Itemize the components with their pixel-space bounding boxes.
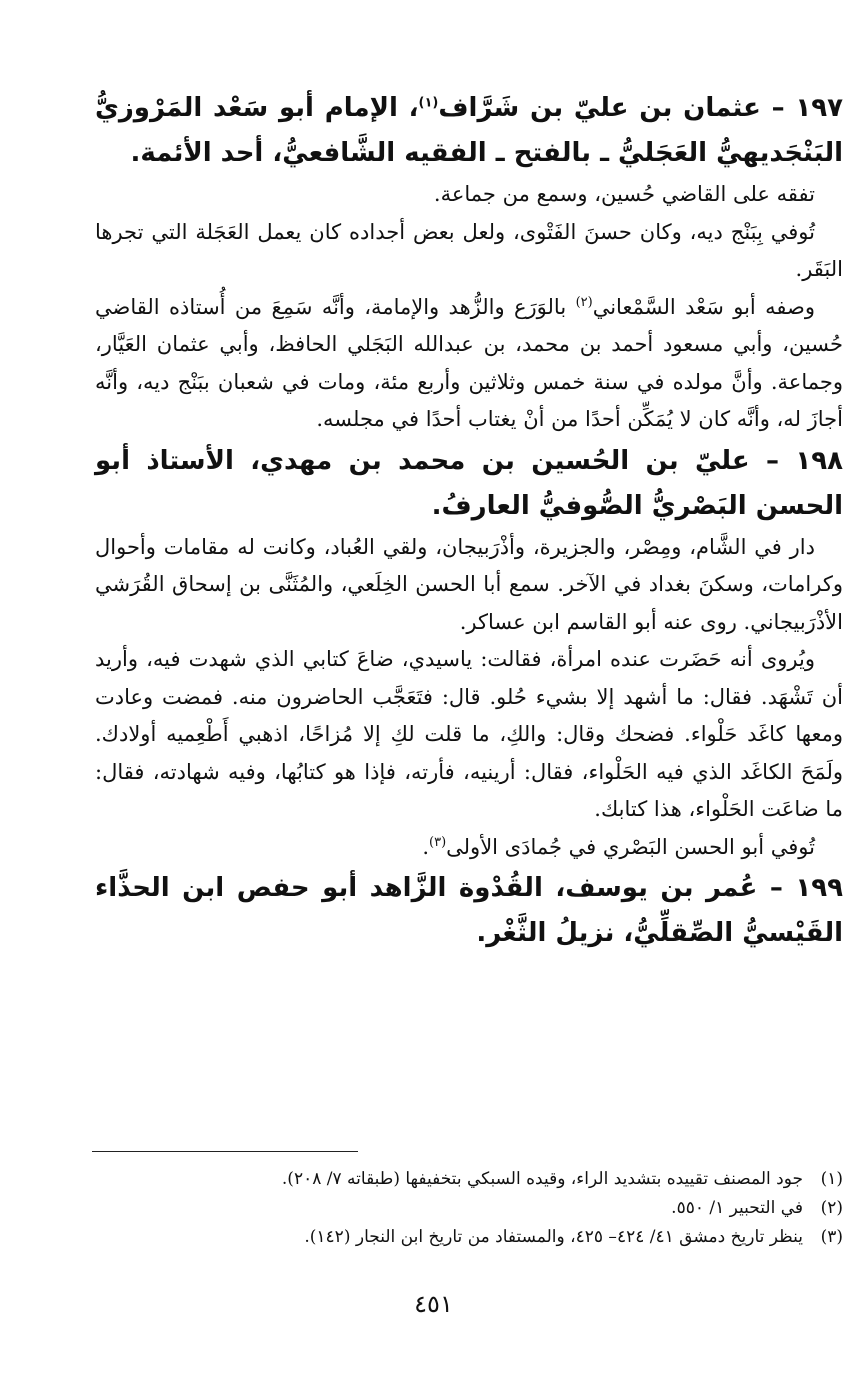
entry-198-paragraph-3-start: تُوفي أبو الحسن البَصْري في جُمادَى الأولى [446,834,815,859]
footnote-1-number: (١) [820,1169,843,1189]
entry-197-heading [95,86,843,176]
entry-197-paragraph-3 [95,289,843,439]
entry-198-number: ١٩٨ – [749,445,844,476]
entry-198-paragraph-2: ويُروى أنه حَضَرت عنده امرأة، فقالت: ياسيدي، ضاعَ كتابي الذي شهدت فيه، وأريد أن تَشْهَد. فقال: ما أشهد إلا بشيء حُلو. قال: فتَعَجَّب الحاضرون منه. فمضت وعادت ومعها كاغَد حَلْواء. فضحك وقال: والكِ، ما قلت لكِ إلا مُزاحًا، اذهبي أَطْعِميه أولادك. ولَمَحَ الكاغَد الذي فيه الحَلْواء، فقال: أرينيه، فأرته، فإذا هو كتابُها، وفيه شهادته، فقال: ما ضاعَت الحَلْواء، هذا كتابك. [95,647,843,821]
footnote-2-number: (٢) [820,1198,843,1218]
footnote-1 [95,1165,843,1194]
entry-199-name: عُمر بن يوسف، القُدْوة الزَّاهد أبو حفص ابن الحذَّاء القَيْسيُّ الصِّقلِّيُّ، نزيلُ الثَّغْر. [95,873,843,948]
entry-197-number: ١٩٧ – [760,93,844,123]
footnote-2 [95,1194,843,1223]
entry-197-name: عثمان بن عليّ بن شَرَّاف [438,93,761,123]
entry-197-title: ، الإمام أبو سَعْد المَرْوزيُّ البَنْجَديهيُّ العَجَليُّ ـ بالفتح ـ الفقيه الشَّافعيُّ، أحد الأئمة. [95,93,843,168]
page-body [95,86,843,956]
entry-197-paragraph-1: تفقه على القاضي حُسين، وسمع من جماعة. [433,182,815,206]
entry-199-number: ١٩٩ – [757,873,843,903]
footnote-ref-3[interactable]: (٣) [429,834,447,850]
footnote-1-text: جود المصنف تقييده بتشديد الراء، وقيده السبكي بتخفيفها (طبقاته ٧/ ٢٠٨). [281,1169,803,1189]
page-number: ٤٥١ [414,1290,453,1318]
entry-198-paragraph-3 [95,829,843,867]
entry-198-name: عليّ بن الحُسين بن محمد بن مهدي، الأستاذ أبو الحسن البَصْريُّ الصُّوفيُّ العارفُ. [95,445,843,521]
entry-199-heading [95,866,843,956]
entry-198-paragraph-3-end: . [422,834,430,859]
footnote-3 [95,1223,843,1252]
footnote-3-number: (٣) [820,1227,843,1247]
footnote-2-text: في التحبير ١/ ٥٥٠. [671,1198,803,1218]
entry-198-paragraph-1: دار في الشَّام، ومِصْر، والجزيرة، وأذْرَبيجان، ولقي العُباد، وكانت له مقامات وأحوال وكرامات، وسكنَ بغداد في الآخر. سمع أبا الحسن الخِلَعي، والمُثَنَّى بن إسحاق القُرَشي الأذْرَبيجاني. روى عنه أبو القاسم ابن عساكر. [95,534,843,634]
footnote-ref-1[interactable]: (١) [418,95,439,111]
footnote-3-text: ينظر تاريخ دمشق ٤١/ ٤٢٤– ٤٢٥، والمستفاد من تاريخ ابن النجار (١٤٢). [304,1227,803,1247]
entry-197-paragraph-3-rest: بالوَرَع والزُّهد والإمامة، وأنَّه سَمِعَ من أُستاذه القاضي حُسين، وأبي مسعود أحمد بن محمد، بن عبدالله البَجَلي الحافظ، وأبي عثمان العَيَّار، وجماعة. وأنَّ مولده في سنة خمس وثلاثين وأربع مئة، ومات في شعبان ببَنْج ديه، وأنَّه أجازَ له، وأنَّه كان لا يُمَكِّن أحدًا من أنْ يغتاب أحدًا في مجلسه. [95,294,843,431]
footnotes [95,1165,843,1252]
entry-197-paragraph-2: تُوفي بِبَنْج ديه، وكان حسنَ الفَتْوى، ولعل بعض أجداده كان يعمل العَجَلة التي تجرها البَقَر. [95,219,843,281]
entry-198-heading [95,439,843,529]
entry-197-paragraph-3-start: وصفه أبو سَعْد السَّمْعاني [592,294,815,319]
footnote-divider [92,1151,358,1152]
footnote-ref-2[interactable]: (٢) [575,294,593,310]
